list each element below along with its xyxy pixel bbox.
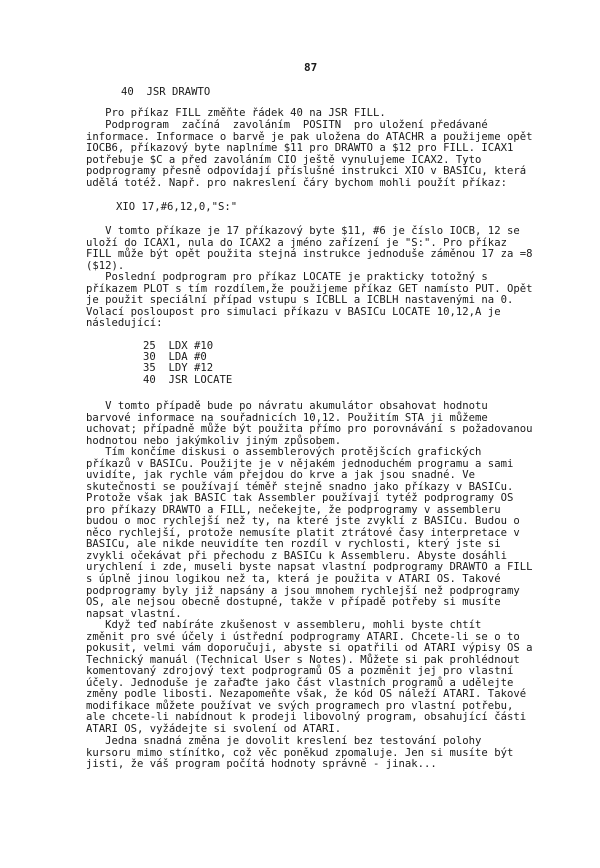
text-line: IOCB6, příkazový byte naplníme $11 pro DRAWTO a $12 pro FILL. ICAX1 bbox=[86, 142, 514, 155]
paragraph-6 bbox=[86, 447, 532, 620]
text-line: příkazem PLOT s tím rozdílem,že použijeme příkaz GET namísto PUT. Opět bbox=[86, 282, 533, 295]
text-line: účely. Jednoduše je zařaďte jako část vlastních programů a udělejte bbox=[86, 676, 514, 689]
text-line: Technický manuál (Technical User s Notes). Můžete si pak prohlédnout bbox=[86, 653, 520, 666]
text-line: V tomto příkaze je 17 příkazový byte $11, #6 je číslo IOCB, 12 se bbox=[86, 225, 520, 237]
text-line: Podprogram začíná zavoláním POSITN pro uložení předávané bbox=[86, 119, 488, 131]
code-line: 30 LDA #0 bbox=[143, 351, 207, 364]
text-line: s úplně jinou logikou než ta, která je použita v ATARI OS. Takové bbox=[86, 573, 501, 586]
text-line: ($12). bbox=[86, 259, 125, 272]
text-line: urychlení i zde, museli byste napsat vlastní podprogramy DRAWTO a FILL bbox=[86, 561, 533, 574]
code-line-top bbox=[121, 87, 210, 98]
text-line: hodnotou nebo jakýmkoliv jiným způsobem. bbox=[86, 434, 342, 447]
text-line: je použit speciální případ vstupu s ICBLL a ICBLH nastavenými na 0. bbox=[86, 294, 514, 307]
text-line: FILL může být opět použita stejná instrukce jednoduše záměnou 17 za =8 bbox=[86, 248, 533, 261]
text-line: Když teď nabíráte zkušenost v assembleru, mohli byste chtít bbox=[86, 619, 482, 631]
paragraph-5 bbox=[86, 401, 532, 447]
code-line: XIO 17,#6,12,0,"S:" bbox=[116, 201, 238, 213]
paragraph-7 bbox=[86, 620, 532, 735]
text-line: OS, ale nejsou obecně dostupné, takže v případě potřeby si musíte bbox=[86, 596, 501, 609]
text-line: příkazů v BASICu. Použijte je v nějakém jednoduchém programu a sami bbox=[86, 457, 514, 470]
text-line: zvykli očekávat při přechodu z BASICu k Assembleru. Abyste dosáhli bbox=[86, 549, 507, 562]
paragraph-2 bbox=[86, 120, 532, 189]
text-line: Poslední podprogram pro příkaz LOCATE je prakticky totožný s bbox=[86, 271, 488, 283]
text-line: pro příkazy DRAWTO a FILL, nečekejte, že podprogramy v assembleru bbox=[86, 503, 501, 516]
text-line: Pro příkaz FILL změňte řádek 40 na JSR FILL. bbox=[86, 107, 386, 119]
text-line: Protože však jak BASIC tak Assembler používají tytéž podprogramy OS bbox=[86, 492, 514, 505]
text-line: skutečnosti se používají téměř stejně snadno jako příkazy v BASICu. bbox=[86, 480, 514, 493]
paragraph-1 bbox=[86, 108, 386, 120]
code-listing bbox=[143, 341, 232, 386]
paragraph-4 bbox=[86, 272, 532, 330]
text-line: komentovaný zdrojový text podprogramů OS a pozměnit jej pro vlastní bbox=[86, 665, 514, 678]
text-line: V tomto případě bude po návratu akumulátor obsahovat hodnotu bbox=[86, 400, 488, 412]
code-line: 40 JSR DRAWTO bbox=[121, 86, 211, 98]
text-line: ATARI OS, vyžádejte si svolení od ATARI. bbox=[86, 722, 342, 735]
paragraph-8 bbox=[86, 736, 513, 771]
text-line: Volací posloupost pro simulaci příkazu v BASICu LOCATE 10,12,A je bbox=[86, 305, 501, 318]
text-line: změny podle libosti. Nezapomeňte však, že kód OS náleží ATARI. Takové bbox=[86, 688, 527, 701]
code-line: 25 LDX #10 bbox=[143, 340, 214, 352]
text-line: Tím končíme diskusi o assemblerových protějšcích grafických bbox=[86, 446, 482, 458]
text-line: následující: bbox=[86, 317, 163, 330]
text-line: něco rychlejší, protože nemusíte platit ztrátové časy interpretace v bbox=[86, 526, 520, 539]
text-line: kursoru mimo stínítko, což věc poněkud zpomaluje. Jen si musíte být bbox=[86, 746, 514, 759]
text-line: podprogramy byly již napsány a jsou mnohem rychlejší než podprogramy bbox=[86, 584, 520, 597]
text-line: informace. Informace o barvě je pak uložena do ATACHR a použijeme opět bbox=[86, 130, 533, 143]
code-line: 35 LDY #12 bbox=[143, 362, 214, 375]
text-line: barvové informace na souřadnicích 10,12. Použitím STA ji můžeme bbox=[86, 411, 488, 424]
text-line: udělá totéž. Např. pro nakreslení čáry bychom mohli použít příkaz: bbox=[86, 176, 507, 189]
text-line: pokusit, velmi vám doporučuji, abyste si opatřili od ATARI výpisy OS a bbox=[86, 642, 533, 655]
page-number: 87 bbox=[304, 61, 318, 74]
code-line: 40 JSR LOCATE bbox=[143, 373, 233, 386]
text-line: podprogramy přesně odpovídají příslušné instrukci XIO v BASICu, která bbox=[86, 165, 527, 178]
xio-example bbox=[116, 202, 237, 213]
text-line: Jedna snadná změna je dovolit kreslení bez testování polohy bbox=[86, 735, 482, 747]
text-line: napsat vlastní. bbox=[86, 607, 182, 620]
text-line: potřebuje $C a před zavoláním CIO ještě vynulujeme ICAX2. Tyto bbox=[86, 153, 482, 166]
text-line: BASICu, ale nikde neuvidíte ten rozdíl v rychlosti, který jste si bbox=[86, 538, 501, 551]
text-line: jisti, že váš program počítá hodnoty správně - jinak... bbox=[86, 758, 437, 771]
text-line: uchovat; případně může být použita přímo pro porovnávání s požadovanou bbox=[86, 423, 533, 436]
text-line: uloží do ICAX1, nula do ICAX2 a jméno zařízení je "S:". Pro příkaz bbox=[86, 236, 507, 249]
text-line: uvidíte, jak rychle vám přejdou do krve a jak jsou snadné. Ve bbox=[86, 469, 476, 482]
paragraph-3 bbox=[86, 226, 532, 272]
text-line: ale chcete-li nabídnout k prodeji libovolný program, obsahující části bbox=[86, 711, 527, 724]
text-line: budou o moc rychlejší než ty, na které jste zvyklí z BASICu. Budou o bbox=[86, 515, 520, 528]
text-line: změnit pro své účely i ústřední podprogramy ATARI. Chcete-li se o to bbox=[86, 630, 520, 643]
text-line: modifikace můžete používat ve svých programech pro vlastní potřebu, bbox=[86, 699, 514, 712]
